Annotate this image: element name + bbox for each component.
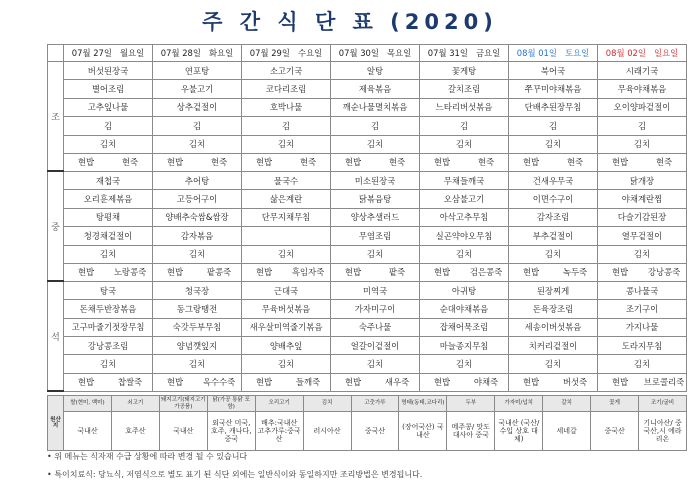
menu-dish: 감자조림 xyxy=(509,208,598,226)
rice-porridge-cell xyxy=(153,153,242,171)
weekly-menu-table xyxy=(47,44,687,392)
day-date: 07월 30일 xyxy=(338,48,379,58)
rice: 현밥 xyxy=(522,157,540,168)
menu-dish: 얼갈이겉절이 xyxy=(331,337,420,355)
porridge: 현죽 xyxy=(388,157,406,168)
menu-dish: 김치 xyxy=(242,245,331,263)
menu-dish: 무염조림 xyxy=(331,227,420,245)
menu-dish: 콩나물국 xyxy=(598,281,687,299)
menu-dish: 고구마줄기젓장무침 xyxy=(64,318,153,336)
origin-item: 쌀(현미, 백미) xyxy=(64,396,112,412)
day-header xyxy=(509,45,598,62)
day-header xyxy=(331,45,420,62)
menu-dish: 연포탕 xyxy=(153,62,242,80)
menu-dish: 순대야채볶음 xyxy=(420,300,509,318)
lunch-row xyxy=(48,208,687,226)
porridge: 버섯죽 xyxy=(562,377,588,388)
rice-porridge-cell xyxy=(64,263,153,281)
breakfast-row xyxy=(48,117,687,135)
rice-porridge-cell xyxy=(242,263,331,281)
rice: 현밥 xyxy=(522,267,540,278)
rice-porridge-cell xyxy=(509,263,598,281)
origin-label: 원산지 xyxy=(48,396,64,451)
date-header-row xyxy=(48,45,687,62)
rice-porridge-cell xyxy=(598,263,687,281)
menu-dish: 김치 xyxy=(331,355,420,373)
rice: 현밥 xyxy=(255,267,273,278)
menu-dish: 느타리버섯볶음 xyxy=(420,98,509,116)
rice-porridge-cell xyxy=(64,373,153,391)
day-date: 07월 29일 xyxy=(249,48,290,58)
meal-label: 중 xyxy=(48,171,64,281)
origin-value: 중국산 xyxy=(351,412,399,451)
note-2: • 특이치료식: 당뇨식, 저염식으로 별도 표기 된 식단 외에는 일반식이와 동일하지만 조리방법은 변경됩니다. xyxy=(47,470,423,479)
menu-dish: 이면수구이 xyxy=(509,190,598,208)
porridge: 팥죽 xyxy=(388,267,406,278)
porridge: 들깨죽 xyxy=(295,377,321,388)
menu-dish: 숙주나물 xyxy=(331,318,420,336)
day-weekday: 일요일 xyxy=(653,48,679,58)
menu-dish: 세송이버섯볶음 xyxy=(509,318,598,336)
breakfast-row xyxy=(48,62,687,80)
menu-dish: 김치 xyxy=(598,355,687,373)
menu-dish: 도라지무침 xyxy=(598,337,687,355)
menu-dish: 치커리겉절이 xyxy=(509,337,598,355)
menu-dish: 강낭콩조림 xyxy=(64,337,153,355)
menu-dish: 무육야채볶음 xyxy=(598,80,687,98)
rice-porridge-cell xyxy=(420,263,509,281)
lunch-row xyxy=(48,227,687,245)
porridge: 검은콩죽 xyxy=(469,267,503,278)
notes xyxy=(47,448,422,484)
rice: 현밥 xyxy=(77,377,95,388)
menu-dish: 김치 xyxy=(242,355,331,373)
porridge: 새우죽 xyxy=(384,377,410,388)
menu-dish: 김치 xyxy=(420,245,509,263)
day-date: 07월 28일 xyxy=(160,48,201,58)
menu-dish: 재첩국 xyxy=(64,171,153,189)
rice: 현밥 xyxy=(344,157,362,168)
menu-dish: 된장찌게 xyxy=(509,281,598,299)
day-weekday: 금요일 xyxy=(475,48,501,58)
origin-item: 닭(가공 통닭 포함) xyxy=(207,396,255,412)
rice-porridge-cell xyxy=(598,373,687,391)
day-weekday: 월요일 xyxy=(119,48,145,58)
porridge: 흑임자죽 xyxy=(291,267,325,278)
menu-dish: 김 xyxy=(420,117,509,135)
lunch-row xyxy=(48,171,687,189)
menu-dish: 가지나물 xyxy=(598,318,687,336)
menu-dish: 갈치조림 xyxy=(420,80,509,98)
menu-dish: 오삼불고기 xyxy=(420,190,509,208)
origin-item: 갈치 xyxy=(543,396,591,412)
rice: 현밥 xyxy=(166,267,184,278)
porridge: 팥콩죽 xyxy=(206,267,232,278)
breakfast-row xyxy=(48,80,687,98)
breakfast-rice-row xyxy=(48,153,687,171)
rice: 현밥 xyxy=(77,267,95,278)
rice-porridge-cell xyxy=(331,153,420,171)
menu-dish: 야채계란찜 xyxy=(598,190,687,208)
rice: 현밥 xyxy=(344,377,362,388)
dinner-row xyxy=(48,337,687,355)
menu-dish: 열무겉절이 xyxy=(598,227,687,245)
menu-dish: 물국수 xyxy=(242,171,331,189)
rice-porridge-cell xyxy=(598,153,687,171)
rice: 현밥 xyxy=(255,377,273,388)
menu-dish: 버섯된장국 xyxy=(64,62,153,80)
menu-dish: 가자미구이 xyxy=(331,300,420,318)
origin-value: 국내산 xyxy=(159,412,207,451)
menu-dish: 시래기국 xyxy=(598,62,687,80)
menu-dish: 코다리조림 xyxy=(242,80,331,98)
rice-porridge-cell xyxy=(420,153,509,171)
origin-item: 쇠고기 xyxy=(111,396,159,412)
rice: 현밥 xyxy=(611,157,629,168)
menu-dish: 탕평채 xyxy=(64,208,153,226)
origin-value: 세네갈 xyxy=(543,412,591,451)
menu-dish: 김치 xyxy=(64,135,153,153)
porridge: 옥수수죽 xyxy=(202,377,236,388)
menu-dish: 동그랑땡전 xyxy=(153,300,242,318)
menu-dish: 김치 xyxy=(153,355,242,373)
rice-porridge-cell xyxy=(64,153,153,171)
menu-dish: 무육버섯볶음 xyxy=(242,300,331,318)
porridge: 현죽 xyxy=(210,157,228,168)
rice-porridge-cell xyxy=(242,153,331,171)
origin-item: 돼지고기(돼지고기 가공품) xyxy=(160,397,206,410)
breakfast-row xyxy=(48,135,687,153)
menu-dish: 김치 xyxy=(509,135,598,153)
lunch-rice-row xyxy=(48,263,687,281)
dinner-row xyxy=(48,281,687,299)
menu-dish: 닭개장 xyxy=(598,171,687,189)
meal-label: 조 xyxy=(48,62,64,172)
menu-dish: 김치 xyxy=(331,135,420,153)
porridge: 현죽 xyxy=(299,157,317,168)
menu-dish: 추어탕 xyxy=(153,171,242,189)
rice-porridge-cell xyxy=(509,153,598,171)
day-header xyxy=(153,45,242,62)
menu-dish: 쭈꾸미야채볶음 xyxy=(509,80,598,98)
menu-dish: 상추겉절이 xyxy=(153,98,242,116)
menu-dish: 별어조림 xyxy=(64,80,153,98)
day-date: 08월 02일 xyxy=(605,48,646,58)
origin-value: 외국산 미국,호주, 캐나다, 중국 xyxy=(207,412,255,451)
origin-value: 국내산 xyxy=(64,412,112,451)
menu-dish: 김치 xyxy=(153,245,242,263)
menu-dish: 김 xyxy=(153,117,242,135)
menu-dish: 김 xyxy=(509,117,598,135)
menu-dish: 건새우무국 xyxy=(509,171,598,189)
menu-dish: 김치 xyxy=(598,245,687,263)
menu-dish: 부추겉절이 xyxy=(509,227,598,245)
menu-dish: 미소된장국 xyxy=(331,171,420,189)
menu-dish: 오이양파겉절이 xyxy=(598,98,687,116)
menu-dish: 김치 xyxy=(242,135,331,153)
menu-dish: 김 xyxy=(64,117,153,135)
origin-item: 고춧가루 xyxy=(351,396,399,412)
rice-porridge-cell xyxy=(331,263,420,281)
day-weekday: 목요일 xyxy=(386,48,412,58)
menu-dish: 돈채두반장볶음 xyxy=(64,300,153,318)
day-header xyxy=(64,45,153,62)
rice: 현밥 xyxy=(77,157,95,168)
meal-label: 석 xyxy=(48,281,64,391)
day-weekday: 수요일 xyxy=(297,48,323,58)
porridge: 녹두죽 xyxy=(562,267,588,278)
menu-dish: 닭볶음탕 xyxy=(331,190,420,208)
dinner-row xyxy=(48,318,687,336)
porridge: 강낭콩죽 xyxy=(647,267,681,278)
day-date: 07월 27일 xyxy=(71,48,112,58)
menu-dish: 오리훈제볶음 xyxy=(64,190,153,208)
corner-cell xyxy=(48,45,64,62)
origin-value: 러시아산 xyxy=(303,412,351,451)
menu-dish: 소고기국 xyxy=(242,62,331,80)
menu-dish: 미역국 xyxy=(331,281,420,299)
menu-dish: 양배추숙쌈&쌈장 xyxy=(153,208,242,226)
porridge: 현죽 xyxy=(121,157,139,168)
menu-dish: 새우살미역줄기볶음 xyxy=(242,318,331,336)
menu-dish: 단무지채무침 xyxy=(242,208,331,226)
menu-dish: 김치 xyxy=(598,135,687,153)
menu-dish: 깨순나물멸치볶음 xyxy=(331,98,420,116)
origin-item: 꽃게 xyxy=(591,396,639,412)
day-date: 08월 01일 xyxy=(516,48,557,58)
rice-porridge-cell xyxy=(242,373,331,391)
menu-dish: 삶은계란 xyxy=(242,190,331,208)
origin-item: 두부 xyxy=(447,396,495,412)
menu-dish: 김치 xyxy=(153,135,242,153)
menu-dish: 알탕 xyxy=(331,62,420,80)
porridge: 브로콜리죽 xyxy=(643,377,685,388)
porridge: 현죽 xyxy=(477,157,495,168)
menu-dish: 아귀탕 xyxy=(420,281,509,299)
origin-value: 국내산 (국산/수입 상호 대체) xyxy=(495,412,543,451)
origin-value: 배추:국내산 고추가루:중국산 xyxy=(255,412,303,451)
menu-dish: 숙갓두부무침 xyxy=(153,318,242,336)
rice-porridge-cell xyxy=(420,373,509,391)
menu-dish: 김치 xyxy=(64,355,153,373)
origin-value: 호주산 xyxy=(111,412,159,451)
day-date: 07월 31일 xyxy=(427,48,468,58)
menu-dish: 청경채겉절이 xyxy=(64,227,153,245)
rice: 현밥 xyxy=(611,267,629,278)
rice: 현밥 xyxy=(166,377,184,388)
menu-dish: 무채들깨국 xyxy=(420,171,509,189)
origin-item: 김치 xyxy=(303,396,351,412)
rice-porridge-cell xyxy=(153,263,242,281)
day-weekday: 화요일 xyxy=(208,48,234,58)
menu-dish: 꽃게탕 xyxy=(420,62,509,80)
menu-dish: 아삭고추무침 xyxy=(420,208,509,226)
menu-dish: 감자볶음 xyxy=(153,227,242,245)
menu-dish: 양상추샐러드 xyxy=(331,208,420,226)
rice: 현밥 xyxy=(255,157,273,168)
menu-dish: 김치 xyxy=(64,245,153,263)
rice-porridge-cell xyxy=(331,373,420,391)
page-title: 주 간 식 단 표 (2020) xyxy=(202,10,498,34)
day-header xyxy=(242,45,331,62)
dinner-rice-row xyxy=(48,373,687,391)
menu-dish: 북어국 xyxy=(509,62,598,80)
menu-dish: 우불고기 xyxy=(153,80,242,98)
dinner-row xyxy=(48,355,687,373)
menu-dish: 김치 xyxy=(509,245,598,263)
rice: 현밥 xyxy=(433,157,451,168)
menu-dish: 제육볶음 xyxy=(331,80,420,98)
menu-dish: 김치 xyxy=(420,355,509,373)
lunch-row xyxy=(48,245,687,263)
origin-item: 가자미/넙치 xyxy=(495,396,543,412)
menu-dish: 김 xyxy=(331,117,420,135)
origin-value: (장어국산) 국내산 xyxy=(399,412,447,451)
porridge: 현죽 xyxy=(655,157,673,168)
rice: 현밥 xyxy=(522,377,540,388)
menu-dish xyxy=(242,227,331,245)
menu-dish: 김 xyxy=(598,117,687,135)
breakfast-row xyxy=(48,98,687,116)
menu-dish: 잡채어묵조림 xyxy=(420,318,509,336)
lunch-row xyxy=(48,190,687,208)
menu-dish: 탕국 xyxy=(64,281,153,299)
menu-dish: 마늘종지무침 xyxy=(420,337,509,355)
note-1: • 위 메뉴는 식자재 수급 상황에 따라 변경 될 수 있습니다 xyxy=(47,452,248,461)
rice: 현밥 xyxy=(344,267,362,278)
rice: 현밥 xyxy=(166,157,184,168)
menu-dish: 실곤약야오무침 xyxy=(420,227,509,245)
origin-item-row xyxy=(48,396,687,412)
menu-dish: 단배추된장무침 xyxy=(509,98,598,116)
menu-dish: 김 xyxy=(242,117,331,135)
menu-dish: 양념깻잎지 xyxy=(153,337,242,355)
origin-item: 명태(동태,코다리) xyxy=(399,396,447,412)
menu-dish: 조기구이 xyxy=(598,300,687,318)
rice: 현밥 xyxy=(433,377,451,388)
porridge: 노랑콩죽 xyxy=(113,267,147,278)
menu-dish: 호박나물 xyxy=(242,98,331,116)
porridge: 야채죽 xyxy=(473,377,499,388)
origin-value-row xyxy=(48,412,687,451)
day-weekday: 토요일 xyxy=(564,48,590,58)
rice-porridge-cell xyxy=(509,373,598,391)
menu-dish: 고등어구이 xyxy=(153,190,242,208)
rice: 현밥 xyxy=(611,377,629,388)
origin-value: 중국산 xyxy=(591,412,639,451)
menu-dish: 고추잎나물 xyxy=(64,98,153,116)
day-header xyxy=(420,45,509,62)
origin-item: 조기/굴비 xyxy=(639,396,687,412)
origin-value: 기니아산/ 중국산,시 에라리온 xyxy=(639,412,687,451)
rice: 현밥 xyxy=(433,267,451,278)
origin-table xyxy=(47,395,687,451)
menu-dish: 돈육장조림 xyxy=(509,300,598,318)
menu-dish: 양배추잎 xyxy=(242,337,331,355)
rice-porridge-cell xyxy=(153,373,242,391)
menu-dish: 청국장 xyxy=(153,281,242,299)
porridge: 현죽 xyxy=(566,157,584,168)
origin-item: 오리고기 xyxy=(255,396,303,412)
dinner-row xyxy=(48,300,687,318)
menu-dish: 김치 xyxy=(331,245,420,263)
menu-dish: 김치 xyxy=(420,135,509,153)
menu-dish: 다슬기감된장 xyxy=(598,208,687,226)
menu-dish: 김치 xyxy=(509,355,598,373)
porridge: 찹쌀죽 xyxy=(117,377,143,388)
day-header xyxy=(598,45,687,62)
origin-value: 메주콩/ 맛도대사아 중국 xyxy=(447,412,495,451)
menu-dish: 근대국 xyxy=(242,281,331,299)
